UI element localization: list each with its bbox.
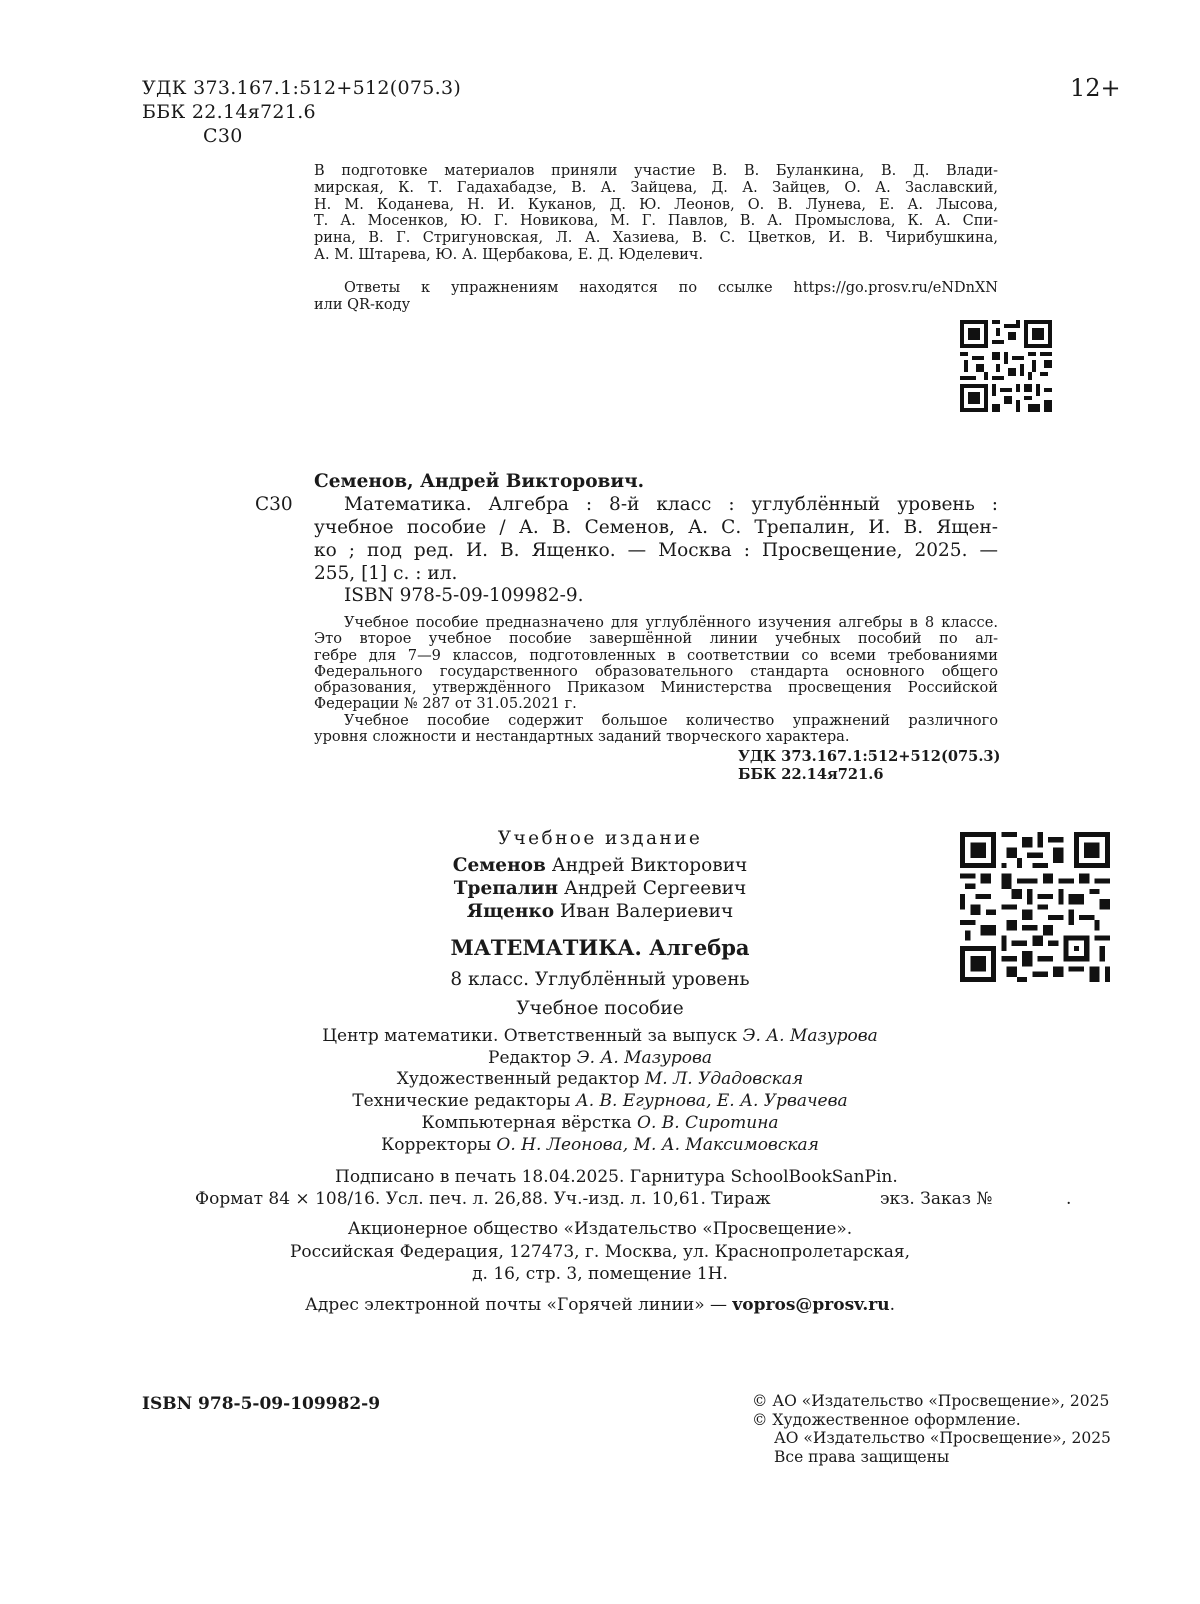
format-order: экз. Заказ №	[880, 1189, 993, 1209]
credit-line: Редактор Э. А. Мазурова	[488, 1047, 712, 1068]
author-surname: Семенов	[452, 855, 546, 876]
author-name: Иван Валериевич	[560, 901, 734, 922]
bib-line: 255, [1] с. : ил.	[314, 563, 458, 584]
bib-line: Математика. Алгебра : 8-й класс : углублённый уровень :	[344, 494, 998, 515]
hotline-label: Адрес электронной почты «Горячей линии» —	[305, 1295, 728, 1315]
bib-isbn: ISBN 978-5-09-109982-9.	[344, 585, 584, 606]
contributors-line: мирская, К. Т. Гадахабадзе, В. А. Зайцева, Д. А. Зайцев, О. А. Заславский,	[314, 179, 998, 196]
author-surname: Трепалин	[453, 878, 559, 899]
credit-line: Художественный редактор М. Л. Удадовская	[396, 1069, 804, 1090]
author-surname: Ященко	[466, 901, 555, 922]
credit-line: Технические редакторы А. В. Егурнова, Е. А. Урвачева	[352, 1091, 848, 1112]
udk-header: УДК 373.167.1:512+512(075.3)	[142, 77, 462, 99]
contributors-block	[314, 163, 998, 264]
bbk-header: ББК 22.14я721.6	[142, 101, 316, 123]
author-name: Андрей Викторович	[551, 855, 748, 876]
bib-author: Семенов, Андрей Викторович.	[314, 471, 645, 492]
bib-line: учебное пособие / А. В. Семенов, А. С. Трепалин, И. В. Ящен-	[314, 517, 998, 538]
annotation-line: Федерального государственного образовательного стандарта основного общего	[314, 662, 998, 680]
answers-note	[344, 280, 998, 297]
footer-isbn: ISBN 978-5-09-109982-9	[142, 1394, 381, 1414]
imprint-author	[215, 877, 985, 900]
annotation-line: образования, утверждённого Приказом Министерства просвещения Российской	[314, 679, 998, 697]
answers-note-line2: или QR-коду	[314, 297, 411, 313]
annotation-line: Учебное пособие содержит большое количество упражнений различного	[344, 711, 998, 729]
annotation-line: уровня сложности и нестандартных заданий творческого характера.	[314, 728, 850, 746]
hotline-email[interactable]: vopros@prosv.ru	[732, 1295, 890, 1315]
credits-list	[215, 1026, 985, 1156]
book-title: МАТЕМАТИКА. Алгебра	[450, 935, 750, 960]
publisher-line: Акционерное общество «Издательство «Просвещение».	[347, 1219, 853, 1239]
bib-line: ко ; под ред. И. В. Ященко. — Москва : Просвещение, 2025. —	[314, 540, 998, 561]
annotation-block	[314, 615, 998, 745]
annotation-line: гебре для 7—9 классов, подготовленных в соответствии со всеми требованиями	[314, 646, 998, 664]
contributors-line: А. М. Штарева, Ю. А. Щербакова, Е. Д. Юделевич.	[314, 246, 704, 263]
annotation-udk: УДК 373.167.1:512+512(075.3)	[738, 748, 1001, 765]
imprint-author	[215, 854, 985, 877]
copyright-block	[752, 1392, 1111, 1466]
hotline: Адрес электронной почты «Горячей линии» — vopros@prosv.ru.	[305, 1295, 895, 1315]
publisher-address	[215, 1218, 985, 1286]
copyright-line: Все права защищены	[774, 1447, 950, 1466]
annotation-bbk: ББК 22.14я721.6	[738, 766, 884, 783]
publisher-line: Российская Федерация, 127473, г. Москва, ул. Краснопролетарская,	[289, 1241, 911, 1262]
author-name: Андрей Сергеевич	[563, 878, 747, 899]
edition-type: Учебное издание	[497, 828, 703, 849]
book-subtitle: 8 класс. Углублённый уровень	[450, 969, 750, 990]
format-line	[195, 1188, 771, 1210]
print-signed: Подписано в печать 18.04.2025. Гарнитура SchoolBookSanPin.	[335, 1167, 898, 1187]
author-code-header: С30	[203, 125, 243, 147]
credit-line: Центр математики. Ответственный за выпуск Э. А. Мазурова	[322, 1026, 878, 1046]
format-details: Формат 84 × 108/16. Усл. печ. л. 26,88. Уч.-изд. л. 10,61. Тираж	[195, 1189, 771, 1209]
imprint-block	[215, 827, 985, 1156]
contributors-line: Т. А. Мосенков, Ю. Г. Новикова, М. Г. Павлов, В. А. Промыслова, К. А. Спи-	[314, 213, 998, 230]
imprint-author	[215, 900, 985, 923]
publisher-line: д. 16, стр. 3, помещение 1Н.	[472, 1264, 728, 1284]
copyright-line: АО «Издательство «Просвещение», 2025	[774, 1429, 1111, 1448]
age-rating: 12+	[1070, 74, 1121, 102]
annotation-line: Учебное пособие предназначено для углублённого изучения алгебры в 8 классе.	[344, 614, 998, 631]
bib-description	[314, 493, 998, 585]
format-end: .	[1066, 1189, 1072, 1209]
contributors-line: Н. М. Коданева, Н. И. Куканов, Д. Ю. Леонов, О. В. Лунева, Е. А. Лысова,	[314, 196, 998, 213]
bib-code: С30	[255, 494, 293, 515]
qr-code-answers[interactable]	[960, 320, 1052, 412]
answers-link-line[interactable]: Ответы к упражнениям находятся по ссылке https://go.prosv.ru/eNDnXN	[344, 280, 998, 296]
annotation-line: Федерации № 287 от 31.05.2021 г.	[314, 695, 577, 713]
book-type: Учебное пособие	[516, 998, 684, 1019]
copyright-line: © АО «Издательство «Просвещение», 2025	[752, 1392, 1110, 1410]
annotation-line: Это второе учебное пособие завершённой линии учебных пособий по ал-	[314, 630, 998, 648]
credit-line: Компьютерная вёрстка О. В. Сиротина	[421, 1112, 779, 1133]
copyright-line: © Художественное оформление.	[752, 1410, 1021, 1429]
contributors-line: рина, В. Г. Стригуновская, Л. А. Хазиева, В. С. Цветков, И. В. Чирибушкина,	[314, 230, 998, 247]
contributors-line: В подготовке материалов приняли участие В. В. Буланкина, В. Д. Влади-	[314, 163, 998, 179]
credit-line: Корректоры О. Н. Леонова, М. А. Максимовская	[381, 1134, 819, 1155]
